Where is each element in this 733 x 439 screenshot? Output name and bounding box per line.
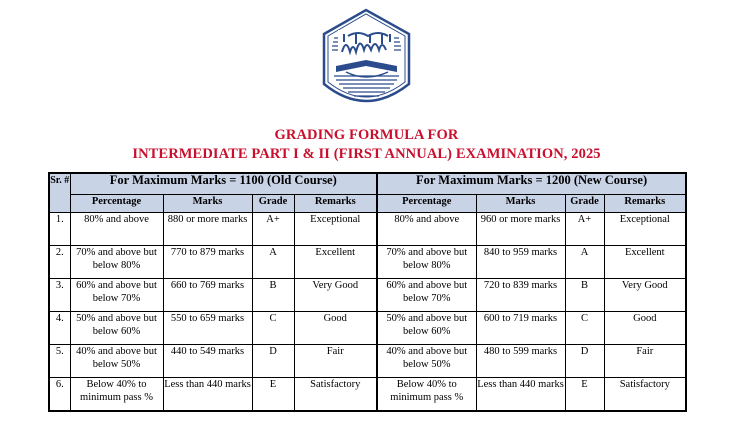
percentage-cell: 70% and above but below 80% [377, 246, 476, 279]
percentage-cell: 60% and above but below 70% [70, 279, 163, 312]
remarks-cell: Fair [604, 345, 686, 378]
sr-cell: 3. [49, 279, 70, 312]
board-logo [314, 6, 419, 118]
sr-cell: 5. [49, 345, 70, 378]
col-percentage-old: Percentage [70, 195, 163, 213]
percentage-cell: 80% and above [70, 213, 163, 246]
table-row [49, 378, 686, 412]
percentage-cell: 60% and above but below 70% [377, 279, 476, 312]
marks-cell: 600 to 719 marks [476, 312, 565, 345]
marks-cell: 550 to 659 marks [163, 312, 252, 345]
marks-cell: 440 to 549 marks [163, 345, 252, 378]
grade-cell: A+ [252, 213, 294, 246]
col-grade-new: Grade [565, 195, 604, 213]
percentage-cell: 70% and above but below 80% [70, 246, 163, 279]
percentage-cell: 40% and above but below 50% [377, 345, 476, 378]
grade-cell: D [565, 345, 604, 378]
grade-cell: B [252, 279, 294, 312]
grade-cell: A [252, 246, 294, 279]
remarks-cell: Fair [294, 345, 377, 378]
sr-cell: 1. [49, 213, 70, 246]
grade-cell: A+ [565, 213, 604, 246]
group-header-new: For Maximum Marks = 1200 (New Course) [377, 173, 686, 195]
remarks-cell: Exceptional [604, 213, 686, 246]
grade-cell: E [252, 378, 294, 412]
table-row [49, 213, 686, 246]
remarks-cell: Very Good [294, 279, 377, 312]
marks-cell: Less than 440 marks [163, 378, 252, 412]
sr-cell: 4. [49, 312, 70, 345]
col-marks-old: Marks [163, 195, 252, 213]
marks-cell: 660 to 769 marks [163, 279, 252, 312]
marks-cell: 770 to 879 marks [163, 246, 252, 279]
table-row [49, 345, 686, 378]
marks-cell: 840 to 959 marks [476, 246, 565, 279]
grade-cell: D [252, 345, 294, 378]
col-remarks-new: Remarks [604, 195, 686, 213]
percentage-cell: Below 40% to minimum pass % [70, 378, 163, 412]
table-row [49, 246, 686, 279]
grade-cell: E [565, 378, 604, 412]
grade-cell: C [252, 312, 294, 345]
remarks-cell: Excellent [294, 246, 377, 279]
col-grade-old: Grade [252, 195, 294, 213]
percentage-cell: 50% and above but below 60% [70, 312, 163, 345]
remarks-cell: Good [604, 312, 686, 345]
col-marks-new: Marks [476, 195, 565, 213]
percentage-cell: 50% and above but below 60% [377, 312, 476, 345]
title-line-2: INTERMEDIATE PART I & II (FIRST ANNUAL) EXAMINATION, 2025 [132, 146, 601, 162]
percentage-cell: Below 40% to minimum pass % [377, 378, 476, 412]
percentage-cell: 40% and above but below 50% [70, 345, 163, 378]
col-remarks-old: Remarks [294, 195, 377, 213]
grade-cell: A [565, 246, 604, 279]
remarks-cell: Good [294, 312, 377, 345]
table-row [49, 312, 686, 345]
marks-cell: 480 to 599 marks [476, 345, 565, 378]
sr-header: Sr. # [49, 173, 70, 213]
remarks-cell: Satisfactory [294, 378, 377, 412]
marks-cell: 960 or more marks [476, 213, 565, 246]
remarks-cell: Satisfactory [604, 378, 686, 412]
sr-cell: 2. [49, 246, 70, 279]
col-percentage-new: Percentage [377, 195, 476, 213]
remarks-cell: Very Good [604, 279, 686, 312]
table-row [49, 279, 686, 312]
remarks-cell: Excellent [604, 246, 686, 279]
sr-cell: 6. [49, 378, 70, 412]
grade-cell: C [565, 312, 604, 345]
group-header-old: For Maximum Marks = 1100 (Old Course) [70, 173, 377, 195]
remarks-cell: Exceptional [294, 213, 377, 246]
marks-cell: 720 to 839 marks [476, 279, 565, 312]
percentage-cell: 80% and above [377, 213, 476, 246]
board-crest-icon [314, 6, 419, 118]
title-line-1: GRADING FORMULA FOR [274, 127, 459, 143]
grading-table [48, 172, 687, 412]
grade-cell: B [565, 279, 604, 312]
marks-cell: Less than 440 marks [476, 378, 565, 412]
marks-cell: 880 or more marks [163, 213, 252, 246]
